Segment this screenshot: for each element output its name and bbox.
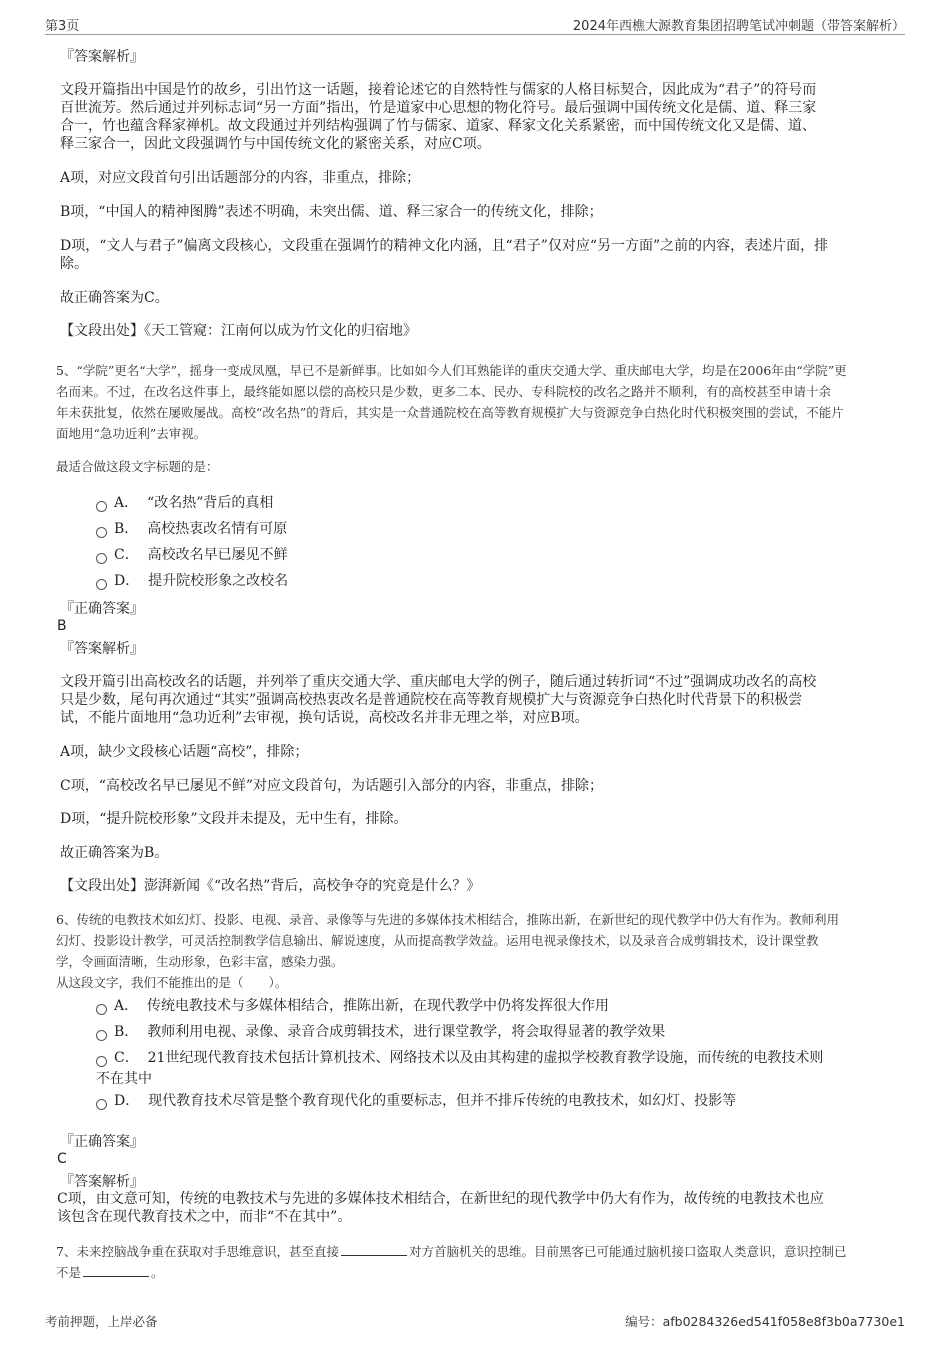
q4-analysis-line: 合一，竹也蕴含释家禅机。故文段通过并列结构强调了竹与儒家、道家、释家文化关系紧密，而中国传统文化又是儒、道、: [60, 118, 816, 134]
q5-option-c-analysis: C项，“高校改名早已屡见不鲜”对应文段首句，为话题引入部分的内容，非重点，排除；: [60, 778, 604, 794]
q6-prompt: 从这段文字，我们不能推出的是（ ）。: [56, 975, 288, 990]
q6-option-c-text-cont: 不在其中: [96, 1071, 152, 1087]
q4-analysis-label: 『答案解析』: [60, 49, 144, 65]
q6-analysis-line: C项，由文意可知，传统的电教技术与先进的多媒体技术相结合，在新世纪的现代教学中仍大有作为，故传统的电教技术也应: [57, 1191, 824, 1207]
radio-icon[interactable]: [96, 527, 107, 538]
radio-icon[interactable]: [96, 1099, 107, 1110]
footer-slogan: 考前押题，上岸必备: [45, 1314, 158, 1329]
q5-analysis-line: 试，不能片面地用“急功近利”去审视，换句话说，高校改名并非无理之举，对应B项。: [60, 710, 589, 726]
q5-prompt: 最适合做这段文字标题的是：: [56, 459, 219, 474]
q4-source: 【文段出处】《天工管窥：江南何以成为竹文化的归宿地》: [60, 323, 417, 339]
q6-option-a-text: A． 传统电教技术与多媒体相结合，推陈出新，在现代教学中仍将发挥很大作用: [114, 998, 610, 1014]
q5-option-d-text: D． 提升院校形象之改校名: [114, 573, 289, 589]
q5-stem-line: 面地用“急功近利”去审视。: [56, 426, 207, 441]
q5-source: 【文段出处】澎湃新闻《“改名热”背后，高校争夺的究竟是什么？》: [60, 878, 481, 894]
q6-option-c-text: C． 21世纪现代教育技术包括计算机技术、网络技术以及由其构建的虚拟学校教育教学设施，而传统的电教技术则: [114, 1050, 824, 1066]
q4-option-d-analysis-cont: 除。: [60, 256, 88, 272]
q4-analysis-line: 文段开篇指出中国是竹的故乡，引出竹这一话题，接着论述它的自然特性与儒家的人格目标契合，因此成为“君子”的符号而: [60, 82, 817, 98]
q4-option-b-analysis: B项，“中国人的精神图腾”表述不明确，未突出儒、道、释三家合一的传统文化，排除；: [60, 204, 603, 220]
q5-conclusion: 故正确答案为B。: [60, 845, 169, 861]
q4-analysis-line: 释三家合一，因此文段强调竹与中国传统文化的紧密关系，对应C项。: [60, 136, 491, 152]
q5-analysis-line: 只是少数，尾句再次通过“其实”强调高校热衷改名是普通院校在高等教育规模扩大与资源竞争白热化时代背景下的积极尝: [60, 692, 803, 708]
q5-analysis-line: 文段开篇引出高校改名的话题，并列举了重庆交通大学、重庆邮电大学的例子，随后通过转折词“不过”强调成功改名的高校: [60, 674, 817, 690]
page-number: 第3页: [45, 19, 80, 34]
q6-option-b-text: B． 教师利用电视、录像、录音合成剪辑技术，进行课堂教学，将会取得显著的教学效果: [114, 1024, 666, 1040]
q5-option-a-analysis: A项，缺少文段核心话题“高校”，排除；: [60, 744, 309, 760]
q5-option-d-analysis: D项，“提升院校形象”文段并未提及，无中生有，排除。: [60, 811, 408, 827]
q4-option-d-analysis: D项，“文人与君子”偏离文段核心，文段重在强调竹的精神文化内涵，且“君子”仅对应“另一方面”之前的内容，表述片面，排: [60, 238, 829, 254]
page-footer: [45, 1312, 905, 1332]
page-header: [45, 14, 905, 35]
document-title: 2024年西樵大源教育集团招聘笔试冲刺题（带答案解析）: [572, 19, 905, 34]
q4-option-a-analysis: A项，对应文段首句引出话题部分的内容，非重点，排除；: [60, 170, 421, 186]
document-code: 编号：afb0284326ed541f058e8f3b0a7730e1: [625, 1314, 905, 1329]
q5-correct-value: B: [57, 618, 67, 634]
radio-icon[interactable]: [96, 501, 107, 512]
q6-option-d-text: D． 现代教育技术尽管是整个教育现代化的重要标志，但并不排斥传统的电教技术，如幻灯、投影等: [114, 1093, 737, 1109]
q5-stem-line: 年未获批复，依然在屡败屡战。高校“改名热”的背后，其实是一众普通院校在高等教育规模扩大与资源竞争白热化时代积极突围的尝试，不能片: [56, 405, 844, 420]
radio-icon[interactable]: [96, 553, 107, 564]
q5-option-b-text: B． 高校热衷改名情有可原: [114, 521, 288, 537]
q6-analysis-line: 该包含在现代教育技术之中，而非“不在其中”。: [57, 1209, 352, 1225]
q6-analysis-label: 『答案解析』: [60, 1174, 144, 1190]
radio-icon[interactable]: [96, 579, 107, 590]
q5-option-a-text: A． “改名热”背后的真相: [114, 495, 274, 511]
q6-stem-line: 幻灯、投影设计教学，可灵活控制教学信息输出、解说速度，从而提高教学效益。运用电视录像技术，以及录音合成剪辑技术，设计课堂教: [56, 933, 819, 948]
radio-icon[interactable]: [96, 1030, 107, 1041]
q5-stem-line: 名而来。不过，在改名这件事上，最终能如愿以偿的高校只是少数，更多二本、民办、专科院校的改名之路并不顺利，有的高校甚至申请十余: [56, 384, 832, 399]
q4-analysis-line: 百世流芳。然后通过并列标志词“另一方面”指出，竹是道家中心思想的物化符号。最后强调中国传统文化是儒、道、释三家: [60, 100, 817, 116]
q7-stem-line: 不是 。: [56, 1265, 164, 1280]
radio-icon[interactable]: [96, 1004, 107, 1015]
q5-stem-line: 5、“学院”更名“大学”，摇身一变成凤凰，早已不是新鲜事。比如如今人们耳熟能详的重庆交通大学、重庆邮电大学，均是在2006年由“学院”更: [56, 363, 847, 378]
q6-stem-line: 学，令画面清晰，生动形象，色彩丰富，感染力强。: [56, 954, 344, 969]
q4-conclusion: 故正确答案为C。: [60, 290, 169, 306]
q5-analysis-label: 『答案解析』: [60, 641, 144, 657]
q7-stem-line: 7、未来控脑战争重在获取对手思维意识，甚至直接 对方首脑机关的思维。目前黑客已可能通过脑机接口盗取人类意识，意识控制已: [56, 1244, 847, 1259]
q6-correct-value: C: [57, 1151, 67, 1167]
q6-correct-label: 『正确答案』: [60, 1134, 144, 1150]
q7-blank-1[interactable]: [341, 1243, 407, 1256]
q5-option-c-text: C． 高校改名早已屡见不鲜: [114, 547, 288, 563]
q5-correct-label: 『正确答案』: [60, 601, 144, 617]
q7-blank-2[interactable]: [83, 1264, 149, 1277]
radio-icon[interactable]: [96, 1056, 107, 1067]
q6-stem-line: 6、传统的电教技术如幻灯、投影、电视、录音、录像等与先进的多媒体技术相结合，推陈出新，在新世纪的现代教学中仍大有作为。教师利用: [56, 912, 839, 927]
